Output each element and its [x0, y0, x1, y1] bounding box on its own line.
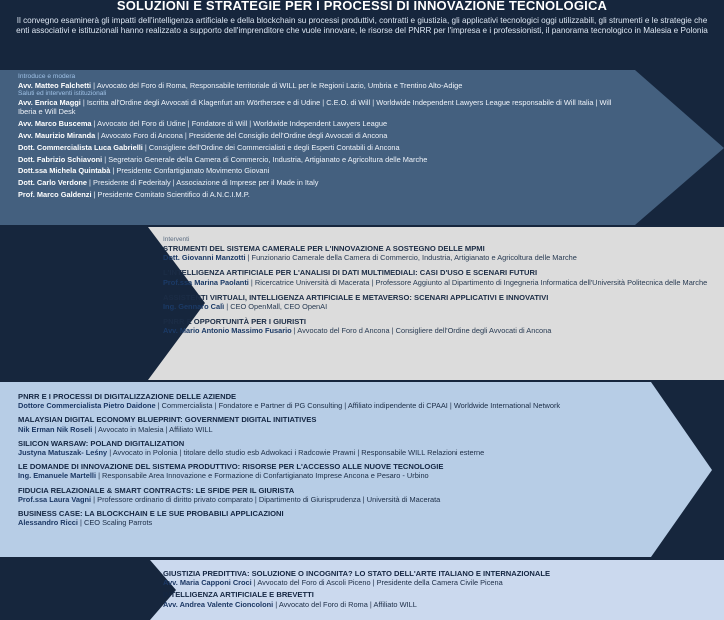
speaker-name: Prof.ssa Marina Paolanti [163, 277, 249, 287]
talk-title: PNRR E I PROCESSI DI DIGITALIZZAZIONE DELLE AZIENDE [18, 392, 237, 401]
talks-section-1 [163, 236, 708, 336]
section-label-greetings: Saluti ed interventi istituzionali [18, 90, 107, 98]
talk-speaker [18, 471, 658, 480]
talk-title: STRUMENTI DEL SISTEMA CAMERALE PER L'INNOVAZIONE A SOSTEGNO DELLE MPMI [163, 244, 485, 253]
speaker-row [18, 98, 618, 116]
intro-paragraph: Il convegno esaminerà gli impatti dell'intelligenza artificiale e della blockchain su processi produttivi, contratti e giustizia, gli applicativi tecnologici oggi utilizzabili, gli strumenti e le strategie che enti associativi e istituzionali hanno realizzato a supporto dell'imprenditore che vuole innovare, le risorse del PNRR per l'impresa e i professionisti, il panorama tecnologico in Malesia e Polonia [16, 16, 708, 35]
talk-speaker [18, 425, 658, 434]
speaker-name: Dott. Carlo Verdone [18, 178, 87, 188]
speaker-name: Prof. Marco Galdenzi [18, 189, 92, 199]
speaker-role: | Professore ordinario di diritto privato comparato | Dipartimento di Giurisprudenza | Università di Macerata [91, 494, 441, 504]
speaker-name: Justyna Matuszak- Leśny [18, 448, 108, 458]
speaker-role: | CEO OpenMall, CEO OpenAI [224, 302, 328, 312]
section-label-intro: Introduce e modera [18, 73, 76, 80]
speaker-role: | Responsabile Area Innovazione e Formazione di Confartigianato Imprese Ancona e Pesaro - Urbino [96, 471, 429, 481]
speaker-name: Avv. Maurizio Miranda [18, 131, 96, 140]
speaker-row [18, 143, 618, 152]
talks-section-3 [163, 569, 713, 609]
speaker-name: Avv. Mario Antonio Massimo Fusario [163, 326, 292, 336]
speaker-role: | Funzionario Camerale della Camera di Commercio, Industria, Artigianato e Agricoltura delle Marche [245, 253, 577, 263]
speaker-row [18, 119, 618, 128]
speaker-name: Dott. Giovanni Manzotti [163, 253, 246, 263]
section-label-talks: Interventi [163, 236, 190, 243]
page-title: SOLUZIONI E STRATEGIE PER I PROCESSI DI INNOVAZIONE TECNOLOGICA [116, 0, 608, 13]
talk-speaker [18, 448, 658, 457]
speaker-role: | Presidente Confartigianato Movimento Giovani [110, 166, 270, 176]
speaker-role: | CEO Scaling Parrots [77, 518, 153, 528]
speaker-row [18, 155, 618, 164]
speaker-name: Ing. Emanuele Martelli [18, 471, 97, 481]
speaker-role: | Avvocato in Polonia | titolare dello studio esb Adwokaci i Radcowie Prawni | Responsabile WILL Relazioni esterne [107, 448, 485, 458]
speaker-role: | Avvocato del Foro di Roma, Responsabile territoriale di WILL per le Regioni Lazio, Umbria e Trentino Alto-Adige [91, 81, 463, 90]
speaker-role: | Segretario Generale della Camera di Commercio, Industria, Artigianato e Agricoltura delle Marche [102, 154, 428, 164]
speaker-row [18, 190, 618, 199]
talk-title: INTELLIGENZA ARTIFICIALE E BREVETTI [163, 590, 314, 600]
talk-speaker [163, 278, 708, 287]
talk-title: ASSISTENTI VIRTUALI, INTELLIGENZA ARTIFICIALE E METAVERSO: SCENARI APPLICATIVI E INNOVATIVI [163, 292, 549, 302]
speaker-name: Dott.ssa Michela Quintabà [18, 166, 111, 176]
speaker-role: | Ricercatrice Università di Macerata | Professore Aggiunto al Dipartimento di Ingegneria Informatica dell'Università Politecnica delle Marche [248, 277, 708, 287]
talk-title: GIUSTIZIA PREDITTIVA: SOLUZIONE O INCOGNITA? LO STATO DELL'ARTE ITALIANO E INTERNAZIONALE [163, 569, 551, 578]
speaker-name: Avv. Matteo Falchetti [18, 81, 92, 90]
talk-title: PNRR E OPPORTUNITÀ PER I GIURISTI [163, 317, 307, 327]
speaker-name: Nik Erman Nik Roseli [18, 424, 93, 434]
speaker-role: | Iscritta all'Ordine degli Avvocati di Klagenfurt am Wörthersee e di Udine | C.E.O. di Will | Worldwide Independent Lawyers League responsabile di Will Italia | Will Iberia e Will Desk [18, 98, 612, 117]
speaker-role: | Commercialista | Fondatore e Partner di PG Consulting | Affiliato indipendente di CPAAI | Worldwide International Network [155, 401, 561, 411]
speaker-row [18, 178, 618, 187]
speaker-name: Avv. Andrea Valente Cioncoloni [163, 599, 274, 609]
speaker-name: Dott. Fabrizio Schiavoni [18, 154, 103, 164]
speaker-role: | Avvocato del Foro di Ascoli Piceno | Presidente della Camera Civile Picena [251, 578, 503, 588]
speaker-role: | Avvocato Foro di Ancona | Presidente del Consiglio dell'Ordine degli Avvocati di Ancona [95, 131, 388, 140]
talk-speaker [163, 253, 708, 262]
talk-title: LE DOMANDE DI INNOVAZIONE DEL SISTEMA PRODUTTIVO: RISORSE PER L'ACCESSO ALLE NUOVE TECNOLOGIE [18, 462, 444, 472]
talk-speaker [163, 578, 713, 587]
speaker-name: Avv. Maria Capponi Croci [163, 578, 252, 588]
talks-section-2 [18, 392, 658, 527]
speaker-name: Ing. Gennaro Calì [163, 302, 225, 312]
speaker-name: Avv. Marco Buscema [18, 119, 92, 129]
speaker-name: Avv. Enrica Maggi [18, 98, 81, 108]
speaker-role: | Presidente di Federitaly | Associazione di Imprese per il Made in Italy [87, 178, 319, 188]
speaker-row [18, 131, 618, 140]
speaker-role: | Presidente Comitato Scientifico di A.N.C.I.M.P. [91, 189, 250, 199]
talk-title: SILICON WARSAW: POLAND DIGITALIZATION [18, 438, 185, 448]
speaker-role: | Avvocato in Malesia | Affiliato WILL [92, 424, 213, 434]
moderator-row [18, 81, 618, 90]
talk-title: FIDUCIA RELAZIONALE & SMART CONTRACTS: LE SFIDE PER IL GIURISTA [18, 485, 295, 495]
talk-speaker [163, 326, 708, 335]
speaker-name: Dott. Commercialista Luca Gabrielli [18, 142, 143, 152]
speaker-name: Alessandro Ricci [18, 518, 78, 528]
speaker-role: | Consigliere dell'Ordine dei Commercialisti e degli Esperti Contabili di Ancona [142, 142, 400, 152]
speaker-name: Prof.ssa Laura Vagni [18, 494, 92, 504]
talk-speaker [18, 495, 658, 504]
speaker-role: | Avvocato del Foro d Ancona | Consigliere dell'Ordine degli Avvocati di Ancona [291, 326, 552, 336]
talk-title: MALAYSIAN DIGITAL ECONOMY BLUEPRINT: GOVERNMENT DIGITAL INITIATIVES [18, 415, 317, 425]
talk-speaker [18, 401, 658, 410]
speaker-row [18, 166, 618, 175]
talk-title: BUSINESS CASE: LA BLOCKCHAIN E LE SUE PROBABILI APPLICAZIONI [18, 509, 284, 519]
talk-title: L'INTELLIGENZA ARTIFICIALE PER L'ANALISI DI DATI MULTIMEDIALI: CASI D'USO E SCENARI FUTURI [163, 268, 538, 278]
speaker-role: | Avvocato del Foro di Roma | Affiliato WILL [273, 599, 417, 609]
talk-speaker [18, 518, 658, 527]
speaker-name: Dottore Commercialista Pietro Daidone [18, 401, 156, 411]
speaker-role: | Avvocato del Foro di Udine | Fondatore di Will | Worldwide Independent Lawyers League [91, 119, 388, 129]
talk-speaker [163, 302, 708, 311]
institutional-section [18, 73, 618, 199]
talk-speaker [163, 600, 713, 609]
